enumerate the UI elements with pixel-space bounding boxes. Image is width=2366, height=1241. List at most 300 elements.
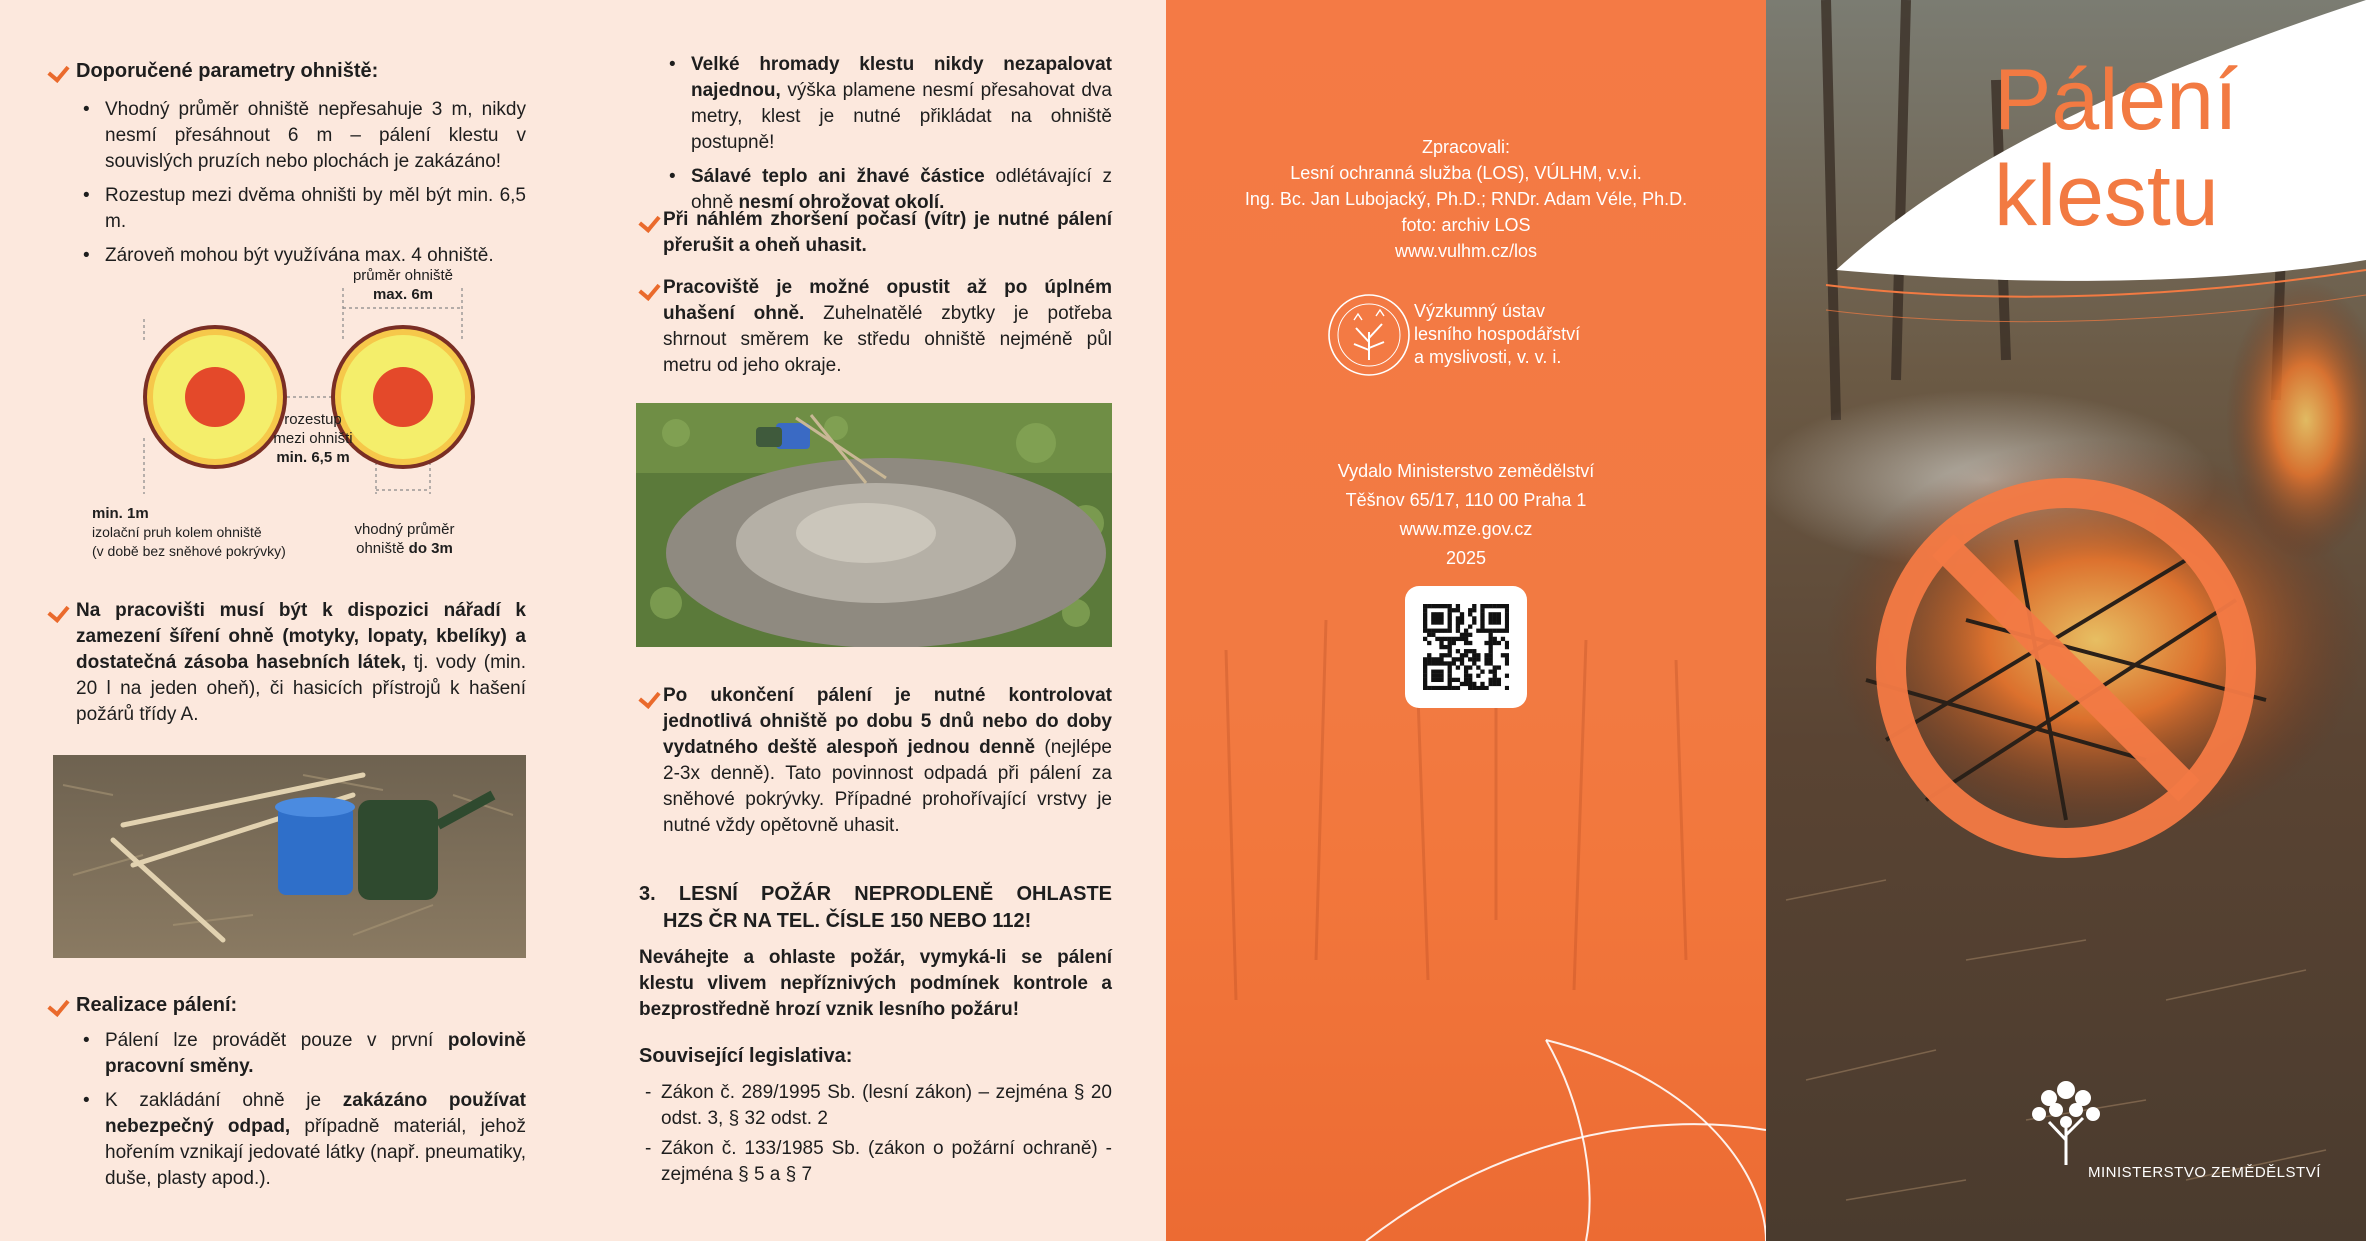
qr-module [1484, 657, 1488, 661]
cover-title-line-2: klestu [1994, 148, 2219, 244]
qr-module [1480, 670, 1484, 674]
qr-module [1468, 608, 1472, 612]
qr-module [1435, 604, 1439, 608]
qr-module [1501, 629, 1505, 633]
qr-module [1439, 653, 1443, 657]
qr-module [1505, 661, 1509, 665]
qr-module [1456, 686, 1460, 690]
qr-module [1497, 620, 1501, 624]
qr-module [1505, 620, 1509, 624]
qr-module [1480, 604, 1484, 608]
qr-module [1431, 620, 1435, 624]
qr-module [1497, 665, 1501, 669]
qr-module [1489, 657, 1493, 661]
publisher-block [1166, 457, 1766, 573]
parameters-list [79, 97, 526, 277]
qr-module [1460, 661, 1464, 665]
qr-module [1497, 604, 1501, 608]
realization-bold: zakázáno používat nebezpečný odpad, [105, 1090, 526, 1137]
credits-line: Zpracovali: [1421, 137, 1511, 157]
qr-module [1448, 641, 1452, 645]
qr-module [1501, 604, 1505, 608]
qr-module [1472, 616, 1476, 620]
qr-module [1484, 629, 1488, 633]
qr-module [1472, 608, 1476, 612]
qr-module [1456, 678, 1460, 682]
qr-module [1489, 620, 1493, 624]
list-item: • Vhodný průměr ohniště nepřesahuje 3 m, nikdy nesmí přesáhnout 6 m – pálení klestu v souvislých pruzích nebo plochách je zakázáno! [79, 97, 526, 175]
qr-module [1489, 653, 1493, 657]
qr-module [1439, 637, 1443, 641]
qr-module [1468, 657, 1472, 661]
realization-bold: polovině pracovní směny. [105, 1030, 526, 1077]
forest-fire-paragraph: Neváhejte a ohlaste požár, vymyká-li se pálení klestu vlivem nepříznivých podmínek kontrole a bezprostředně hrozí vznik lesního požáru! [639, 947, 1112, 1020]
qr-module [1431, 604, 1435, 608]
rule-text: výška plamene nesmí přesahovat dva metry, klest je nutné přikládat na ohniště postupně! [691, 80, 1112, 153]
qr-module [1493, 604, 1497, 608]
qr-module [1460, 653, 1464, 657]
qr-module [1484, 641, 1488, 645]
qr-module [1468, 649, 1472, 653]
ash-pile-photo [636, 403, 1112, 647]
qr-module [1460, 616, 1464, 620]
publisher-line: 2025 [1445, 548, 1487, 568]
diam-ok-label: vhodný průměr [354, 521, 455, 538]
qr-module [1472, 649, 1476, 653]
diam-ok-value: do 3m [408, 540, 453, 557]
after-burning-bold: Po ukončení pálení je nutné kontrolovat jednotlivá ohniště po dobu 5 dnů nebo do doby vydatného deště alespoň jednou denně [663, 685, 1112, 758]
gap-value: min. 6,5 m [276, 449, 350, 466]
qr-module [1472, 657, 1476, 661]
qr-module [1476, 629, 1480, 633]
institute-line: lesního hospodářství [1414, 324, 1581, 344]
qr-module [1460, 682, 1464, 686]
qr-module [1456, 624, 1460, 628]
leave-site-bold: Pracoviště je možné opustit až po úplném uhašení ohně. [663, 277, 1112, 324]
qr-module [1423, 670, 1427, 674]
qr-module [1439, 678, 1443, 682]
qr-module [1468, 612, 1472, 616]
qr-module [1468, 674, 1472, 678]
qr-module [1505, 653, 1509, 657]
qr-module [1456, 629, 1460, 633]
qr-module [1423, 629, 1427, 633]
qr-module [1448, 653, 1452, 657]
qr-module [1489, 604, 1493, 608]
qr-module [1505, 629, 1509, 633]
qr-module [1468, 624, 1472, 628]
section-3-title-line-2: HZS ČR NA TEL. ČÍSLE 150 NEBO 112! [663, 910, 1032, 932]
list-item [665, 52, 1112, 156]
realization-list [79, 1028, 526, 1200]
qr-module [1456, 620, 1460, 624]
qr-module [1448, 604, 1452, 608]
qr-module [1448, 674, 1452, 678]
qr-module [1472, 686, 1476, 690]
section-heading-realization: Realizace pálení: [76, 994, 238, 1016]
qr-module [1423, 657, 1427, 661]
qr-module [1484, 686, 1488, 690]
qr-module [1505, 604, 1509, 608]
qr-module [1443, 661, 1447, 665]
qr-module [1423, 624, 1427, 628]
check-icon [48, 994, 72, 1014]
qr-module [1439, 670, 1443, 674]
credits-block [1166, 134, 1766, 264]
qr-module [1427, 686, 1431, 690]
qr-module [1443, 629, 1447, 633]
qr-module [1423, 612, 1427, 616]
qr-module [1439, 645, 1443, 649]
gap-label-1: rozestup [284, 411, 342, 428]
qr-module [1423, 616, 1427, 620]
institute-line: a myslivosti, v. v. i. [1414, 347, 1562, 367]
qr-module [1472, 620, 1476, 624]
qr-module [1493, 682, 1497, 686]
fire-rules-list [665, 52, 1112, 224]
qr-module [1435, 670, 1439, 674]
qr-module [1464, 637, 1468, 641]
qr-module [1497, 629, 1501, 633]
qr-module [1505, 608, 1509, 612]
ministry-name: MINISTERSTVO ZEMĚDĚLSTVÍ [2088, 1164, 2321, 1181]
realization-text: K zakládání ohně je [105, 1090, 343, 1111]
qr-module [1423, 637, 1427, 641]
qr-module [1472, 653, 1476, 657]
qr-module [1489, 649, 1493, 653]
list-item: • Zároveň mohou být využívána max. 4 ohniště. [79, 243, 526, 269]
credits-line: www.vulhm.cz/los [1394, 241, 1538, 261]
qr-module [1435, 612, 1439, 616]
qr-module [1452, 661, 1456, 665]
qr-module [1505, 624, 1509, 628]
qr-module [1435, 686, 1439, 690]
qr-module [1489, 670, 1493, 674]
qr-module [1443, 645, 1447, 649]
legislation-text: Zákon č. 289/1995 Sb. (lesní zákon) – zejména § 20 odst. 3, § 32 odst. 2 [661, 1082, 1112, 1129]
qr-module [1468, 678, 1472, 682]
qr-module [1431, 670, 1435, 674]
qr-module [1435, 661, 1439, 665]
qr-module [1489, 678, 1493, 682]
publisher-line: Vydalo Ministerstvo zemědělství [1337, 461, 1595, 481]
qr-module [1480, 608, 1484, 612]
qr-module [1439, 674, 1443, 678]
qr-module [1493, 670, 1497, 674]
back-panel [1166, 0, 1766, 1241]
publisher-line: www.mze.gov.cz [1399, 519, 1533, 539]
qr-module [1497, 682, 1501, 686]
credits-line: Ing. Bc. Jan Lubojacký, Ph.D.; RNDr. Adam Véle, Ph.D. [1244, 189, 1688, 209]
qr-module [1423, 674, 1427, 678]
qr-module [1464, 678, 1468, 682]
leave-site-text: Zuhelnatělé zbytky je potřeba shrnout směrem ke středu ohniště nejméně půl metru od jeho okraje. [663, 303, 1112, 376]
inner-panel-1 [0, 0, 583, 1241]
qr-module [1448, 682, 1452, 686]
iso-value: min. 1m [92, 505, 149, 522]
qr-module [1452, 608, 1456, 612]
rule-bold: Sálavé teplo ani žhavé částice [691, 166, 985, 187]
qr-module [1448, 686, 1452, 690]
qr-module [1431, 633, 1435, 637]
ministry-tree-logo-icon [2021, 1070, 2111, 1170]
qr-module [1439, 661, 1443, 665]
qr-module [1443, 604, 1447, 608]
qr-module [1493, 665, 1497, 669]
qr-module [1505, 612, 1509, 616]
qr-module [1435, 674, 1439, 678]
qr-module [1460, 633, 1464, 637]
qr-module [1439, 620, 1443, 624]
qr-module [1464, 649, 1468, 653]
qr-module [1439, 612, 1443, 616]
qr-module [1427, 661, 1431, 665]
qr-module [1501, 653, 1505, 657]
qr-module [1460, 612, 1464, 616]
qr-module [1435, 637, 1439, 641]
qr-module [1452, 641, 1456, 645]
section-3-title-line-1: 3. LESNÍ POŽÁR NEPRODLENĚ OHLASTE [639, 883, 1112, 905]
qr-module [1480, 629, 1484, 633]
qr-module [1493, 616, 1497, 620]
qr-module [1448, 612, 1452, 616]
qr-module [1439, 604, 1443, 608]
check-icon [48, 60, 72, 80]
qr-module [1431, 686, 1435, 690]
list-item [79, 1028, 526, 1080]
legislation-item: - Zákon č. 133/1985 Sb. (zákon o požární ochraně) - zejména § 5 a § 7 [645, 1138, 1112, 1185]
qr-module [1489, 629, 1493, 633]
qr-module [1472, 682, 1476, 686]
qr-module [1427, 604, 1431, 608]
qr-module [1480, 616, 1484, 620]
fireplace-diagram [60, 258, 540, 568]
qr-module [1464, 682, 1468, 686]
check-icon [639, 210, 663, 230]
qr-module [1427, 653, 1431, 657]
qr-module [1476, 686, 1480, 690]
qr-module [1476, 674, 1480, 678]
list-item [79, 1088, 526, 1192]
qr-module [1427, 657, 1431, 661]
qr-module [1423, 665, 1427, 669]
realization-text: Pálení lze provádět pouze v první [105, 1030, 448, 1051]
check-icon [639, 278, 663, 298]
qr-module [1484, 604, 1488, 608]
qr-module [1448, 608, 1452, 612]
qr-module [1435, 629, 1439, 633]
tools-rest: tj. vody (min. 20 l na jeden oheň), či hasicích přístrojů k hašení požárů třídy A. [76, 652, 526, 725]
qr-module [1460, 637, 1464, 641]
qr-module [1480, 682, 1484, 686]
qr-module [1505, 645, 1509, 649]
qr-module [1468, 682, 1472, 686]
qr-module [1439, 686, 1443, 690]
qr-module [1448, 661, 1452, 665]
qr-module [1501, 637, 1505, 641]
qr-module [1460, 657, 1464, 661]
qr-module [1431, 657, 1435, 661]
inner-panel-2 [583, 0, 1166, 1241]
publisher-line: Těšnov 65/17, 110 00 Praha 1 [1345, 490, 1587, 510]
rule-text: odlétávající z ohně [691, 166, 1113, 213]
qr-module [1489, 645, 1493, 649]
leave-site-paragraph [663, 275, 1112, 379]
qr-module [1464, 653, 1468, 657]
qr-module [1435, 678, 1439, 682]
qr-module [1505, 674, 1509, 678]
section-heading-parameters: Doporučené parametry ohniště: [76, 60, 379, 82]
qr-module [1493, 641, 1497, 645]
rule-bold: Velké hromady klestu nikdy nezapalovat najednou, [691, 54, 1112, 101]
qr-module [1489, 616, 1493, 620]
qr-module [1423, 678, 1427, 682]
check-icon [639, 686, 663, 706]
qr-module [1423, 661, 1427, 665]
iso-label-2: (v době bez sněhové pokrývky) [92, 543, 286, 559]
qr-module [1489, 633, 1493, 637]
gap-label-2: mezi ohništi [273, 430, 353, 447]
qr-module [1497, 641, 1501, 645]
check-icon [48, 600, 72, 620]
qr-module [1489, 682, 1493, 686]
qr-module [1493, 620, 1497, 624]
qr-module [1427, 633, 1431, 637]
qr-module [1452, 686, 1456, 690]
qr-module [1464, 641, 1468, 645]
qr-module [1476, 665, 1480, 669]
qr-module [1431, 612, 1435, 616]
cover-panel [1766, 0, 2366, 1241]
after-burning-paragraph [663, 683, 1112, 839]
qr-module [1480, 620, 1484, 624]
qr-module [1427, 629, 1431, 633]
qr-module [1497, 616, 1501, 620]
qr-module [1464, 665, 1468, 669]
qr-module [1452, 657, 1456, 661]
qr-module [1448, 629, 1452, 633]
institute-line: Výzkumný ústav [1414, 301, 1546, 321]
legislation-text: Zákon č. 133/1985 Sb. (zákon o požární ochraně) - zejména § 5 a § 7 [661, 1138, 1112, 1185]
qr-module [1489, 637, 1493, 641]
qr-module [1443, 637, 1447, 641]
qr-module [1460, 620, 1464, 624]
qr-module [1448, 670, 1452, 674]
qr-module [1480, 612, 1484, 616]
qr-module [1443, 653, 1447, 657]
qr-module [1476, 657, 1480, 661]
institute-logo-icon [1324, 290, 1414, 380]
qr-module [1448, 624, 1452, 628]
qr-module [1456, 649, 1460, 653]
realization-text: případně materiál, jehož hořením vznikají jedovaté látky (např. pneumatiky, duše, plasty apod.). [105, 1116, 527, 1189]
qr-module [1464, 674, 1468, 678]
iso-label-1: izolační pruh kolem ohniště [92, 524, 262, 540]
tools-paragraph [76, 598, 526, 728]
qr-module [1456, 608, 1460, 612]
qr-module [1423, 608, 1427, 612]
qr-module [1480, 686, 1484, 690]
qr-module [1489, 641, 1493, 645]
qr-module [1464, 633, 1468, 637]
qr-module [1456, 637, 1460, 641]
qr-module [1456, 604, 1460, 608]
qr-module [1484, 661, 1488, 665]
qr-module [1505, 686, 1509, 690]
qr-module [1468, 665, 1472, 669]
qr-module [1423, 620, 1427, 624]
qr-module [1423, 686, 1427, 690]
qr-module [1456, 665, 1460, 669]
qr-module [1468, 686, 1472, 690]
qr-module [1439, 629, 1443, 633]
qr-module [1456, 616, 1460, 620]
qr-module [1435, 616, 1439, 620]
qr-module [1431, 616, 1435, 620]
qr-module [1448, 665, 1452, 669]
qr-module [1448, 649, 1452, 653]
diam-max-value: max. 6m [372, 286, 434, 303]
diam-max-label: průměr ohniště [352, 267, 454, 284]
qr-module [1456, 657, 1460, 661]
qr-module [1505, 641, 1509, 645]
qr-module [1468, 633, 1472, 637]
qr-module [1464, 670, 1468, 674]
qr-module [1493, 674, 1497, 678]
rule-bold: nesmí ohrožovat okolí. [738, 192, 945, 213]
qr-module [1489, 612, 1493, 616]
qr-module [1439, 657, 1443, 661]
qr-module [1431, 629, 1435, 633]
qr-module [1423, 682, 1427, 686]
qr-module [1443, 686, 1447, 690]
qr-module [1493, 629, 1497, 633]
weather-paragraph: Při náhlém zhoršení počasí (vítr) je nutné pálení přerušit a oheň uhasit. [663, 209, 1112, 256]
legislation-item: - Zákon č. 289/1995 Sb. (lesní zákon) – zejména § 20 odst. 3, § 32 odst. 2 [645, 1082, 1112, 1129]
institute-name [1414, 300, 1580, 369]
qr-module [1448, 678, 1452, 682]
section-3-heading [639, 881, 1112, 935]
qr-module [1464, 629, 1468, 633]
qr-module [1472, 661, 1476, 665]
diam-ok-prefix: ohniště [356, 540, 405, 557]
qr-module [1505, 657, 1509, 661]
qr-module [1472, 604, 1476, 608]
qr-module [1448, 620, 1452, 624]
qr-module [1476, 653, 1480, 657]
qr-module [1435, 657, 1439, 661]
credits-line: foto: archiv LOS [1401, 215, 1531, 235]
qr-module [1448, 637, 1452, 641]
qr-module [1431, 661, 1435, 665]
qr-module [1431, 678, 1435, 682]
qr-module [1468, 641, 1472, 645]
qr-module [1493, 612, 1497, 616]
tools-bold: Na pracovišti musí být k dispozici nářadí k zamezení šíření ohně (motyky, lopaty, kbelíky) a dostatečná zásoba hasebních látek, [76, 600, 526, 673]
qr-module [1480, 624, 1484, 628]
qr-module [1452, 637, 1456, 641]
cover-title-line-1: Pálení [1994, 52, 2238, 148]
qr-module [1427, 641, 1431, 645]
qr-module [1448, 616, 1452, 620]
qr-module [1497, 612, 1501, 616]
qr-module [1439, 641, 1443, 645]
qr-module [1448, 645, 1452, 649]
list-item: • Rozestup mezi dvěma ohništi by měl být min. 6,5 m. [79, 183, 526, 235]
qr-module [1431, 674, 1435, 678]
qr-module [1497, 678, 1501, 682]
qr-code-icon [1405, 586, 1527, 708]
